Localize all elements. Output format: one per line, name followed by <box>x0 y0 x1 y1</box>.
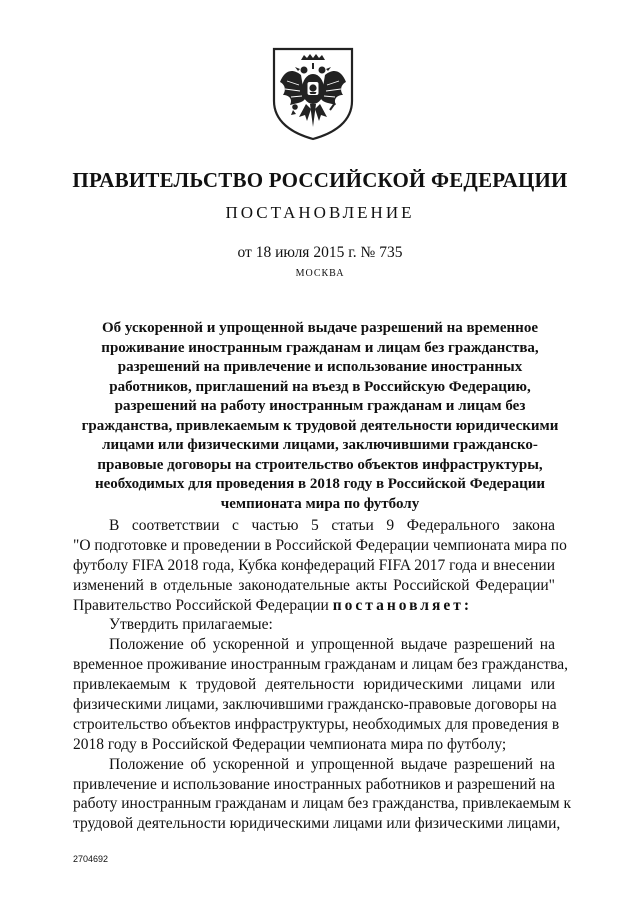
body-line: футболу FIFA 2018 года, Кубка конфедераций FIFA 2017 года и внесении <box>73 556 555 574</box>
body-line: привлечение и использование иностранных работников и разрешений на <box>73 775 556 793</box>
decree-body <box>73 516 571 834</box>
heading-line: гражданства, привлекаемым к трудовой деятельности юридическими <box>81 417 559 434</box>
heading-line: работников, приглашений на въезд в Российскую Федерацию, <box>109 378 531 395</box>
body-line: Правительство Российской Федерации <box>73 596 329 614</box>
decides-word: постановляет <box>332 596 464 614</box>
heading-line: Об ускоренной и упрощенной выдаче разрешений на временное <box>102 320 538 336</box>
body-line: изменений в отдельные законодательные акты Российской Федерации" <box>73 576 555 594</box>
government-title: ПРАВИТЕЛЬСТВО РОССИЙСКОЙ ФЕДЕРАЦИИ <box>72 168 568 192</box>
decides-colon: : <box>463 596 473 614</box>
body-line: трудовой деятельности юридическими лицами или физическими лицами, <box>73 815 561 833</box>
body-line: В соответствии с частью 5 статьи 9 Федерального закона <box>109 517 555 534</box>
decree-heading <box>70 319 570 514</box>
heading-line: чемпионата мира по футболу <box>220 495 420 512</box>
body-line: строительство объектов инфраструктуры, необходимых для проведения в <box>73 715 560 733</box>
body-line: Положение об ускоренной и упрощенной выдаче разрешений на <box>109 755 555 773</box>
heading-line: разрешений на привлечение и использование иностранных <box>117 359 523 375</box>
body-line-decides <box>73 596 555 616</box>
document-type: ПОСТАНОВЛЕНИЕ <box>225 203 415 222</box>
body-line: физическими лицами, заключившими гражданско-правовые договоры на <box>73 696 557 714</box>
coat-of-arms-emblem <box>271 47 355 141</box>
body-line: 2018 году в Российской Федерации чемпионата мира по футболу; <box>73 735 507 753</box>
heading-line: необходимых для проведения в 2018 году в Российской Федерации <box>94 476 546 492</box>
footer-document-code: 2704692 <box>73 854 109 864</box>
body-line: временное проживание иностранным гражданам и лицам без гражданства, <box>73 656 568 674</box>
body-line: "О подготовке и проведении в Российской Федерации чемпионата мира по <box>73 536 567 554</box>
heading-line: проживание иностранным гражданам и лицам без гражданства, <box>101 339 539 356</box>
date-and-number: от 18 июля 2015 г. № 735 <box>237 244 403 261</box>
body-line: привлекаемым к трудовой деятельности юридическими лицами или <box>73 676 555 694</box>
city: МОСКВА <box>295 268 345 279</box>
body-line: работу иностранным гражданам и лицам без гражданства, привлекаемым к <box>73 795 571 813</box>
body-line: Утвердить прилагаемые: <box>109 616 273 634</box>
body-line: Положение об ускоренной и упрощенной выдаче разрешений на <box>109 636 555 654</box>
heading-line: разрешений на работу иностранным гражданам и лицам без <box>114 398 526 414</box>
heading-line: правовые договоры на строительство объектов инфраструктуры, <box>97 456 543 473</box>
heading-line: лицами или физическими лицами, заключившими гражданско- <box>102 437 538 453</box>
